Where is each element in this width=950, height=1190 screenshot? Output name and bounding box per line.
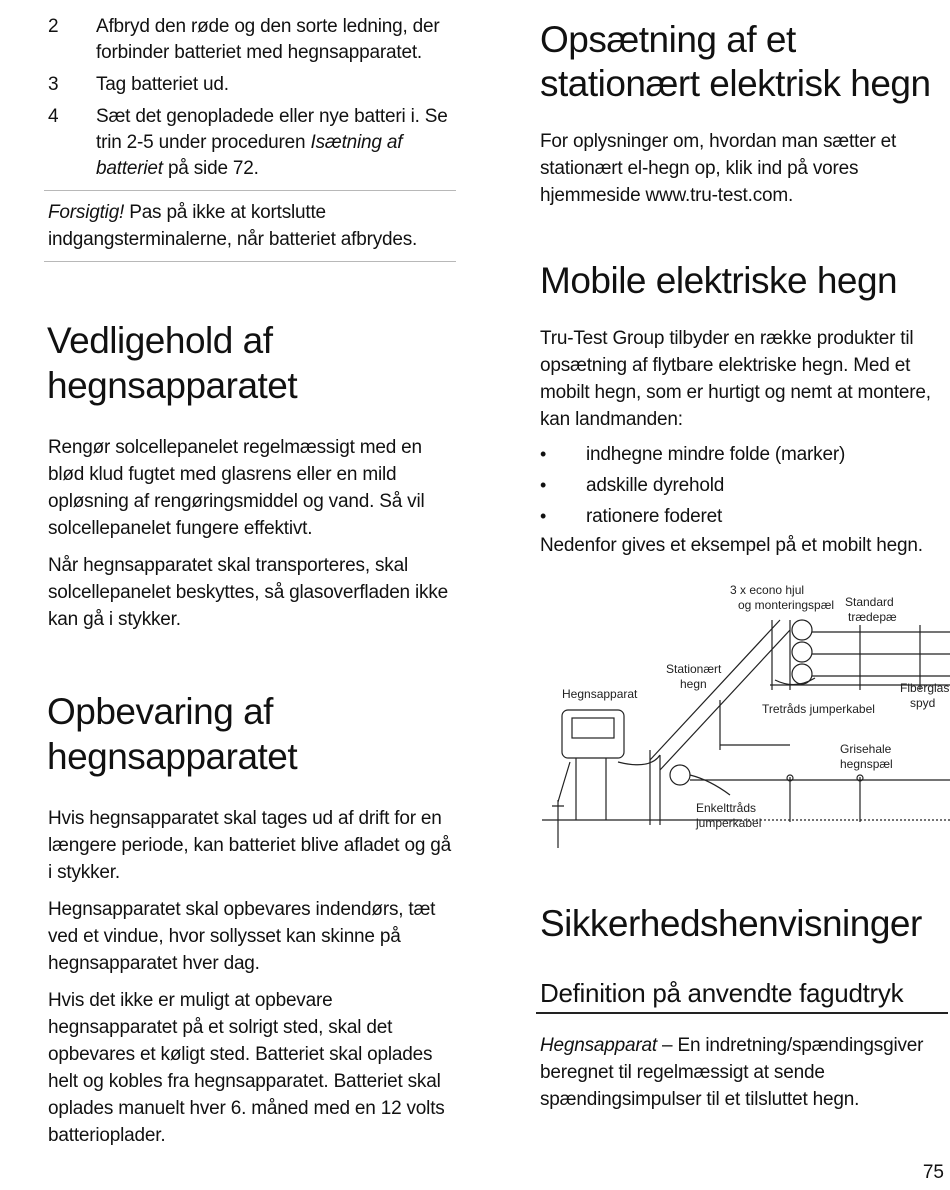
storage-heading: Opbevaring af hegnsapparatet <box>47 691 298 777</box>
procedure-reference: Isætning af batteriet <box>96 132 403 179</box>
maintenance-heading: Vedligehold af hegnsapparatet <box>47 320 298 406</box>
maintenance-paragraph-1: Rengør solcellepanelet regelmæssigt med en blød klud fugtet med glasrens eller en mild opløsning af rengøringsmiddel og vand. Så vil solcellepanelet fungere effektivt. <box>48 437 425 539</box>
bullet-icon: • <box>540 506 547 526</box>
energizer-label: Hegnsapparat <box>562 687 638 701</box>
single-jumper-label: Enkelttråds <box>696 801 757 815</box>
step-number: 2 <box>48 16 59 37</box>
safety-heading: Sikkerhedshenvisninger <box>540 903 922 944</box>
reels-label: og monteringspæl <box>738 598 835 612</box>
list-item <box>540 470 950 501</box>
three-wire-jumper-label: Tretråds jumperkabel <box>762 702 875 716</box>
list-item <box>540 439 950 470</box>
fiberglass-label: spyd <box>910 696 936 710</box>
energizer-panel <box>572 718 614 738</box>
list-item-text: indhegne mindre folde (marker) <box>586 444 846 465</box>
reel-icon <box>792 642 812 662</box>
page-number: 75 <box>922 1162 944 1183</box>
caution-bottom-divider <box>44 261 456 262</box>
pigtail-label: hegnspæl <box>840 757 893 771</box>
stationary-fence-wire <box>650 620 780 760</box>
single-jumper-cable <box>690 775 730 795</box>
list-item <box>540 501 950 532</box>
left-column <box>44 14 456 1149</box>
step-text-part: Sæt det genopladede eller nye batteri i. Se trin 2-5 under proceduren <box>96 106 448 153</box>
caution-note <box>44 191 456 261</box>
mobile-fence-diagram <box>540 580 950 850</box>
step-4 <box>44 104 456 182</box>
list-item-text: rationere foderet <box>586 506 723 527</box>
safety-section <box>540 902 950 1113</box>
bullet-icon: • <box>540 444 547 464</box>
mobile-fence-uses-list <box>540 439 950 532</box>
mobile-fence-paragraph: Tru-Test Group tilbyder en række produkter til opsætning af flytbare elektriske hegn. Med et mobilt hegn, som er hurtigt og nemt at montere, kan landmanden: <box>540 328 931 430</box>
step-3 <box>44 72 456 98</box>
mobile-fence-example-intro: Nedenfor gives et eksempel på et mobilt hegn. <box>540 535 923 556</box>
energizer-lead <box>558 762 570 802</box>
stationary-fence-post <box>720 620 772 750</box>
energizer-post <box>576 758 606 820</box>
stationary-fence-heading: Opsætning af et stationært elektrisk hegn <box>540 19 931 104</box>
reels-label: 3 x econo hjul <box>730 583 805 597</box>
stationary-fence-label: hegn <box>680 677 707 691</box>
pigtail-label: Grisehale <box>840 742 892 756</box>
step-number: 3 <box>48 74 59 95</box>
bullet-icon: • <box>540 475 547 495</box>
three-wire-fence <box>812 632 950 676</box>
stationary-fence-paragraph: For oplysninger om, hvordan man sætter et stationært el-hegn op, klik ind på vores hjemmeside www.tru-test.com. <box>540 131 897 206</box>
stationary-fence-post <box>650 750 660 825</box>
storage-paragraph-1: Hvis hegnsapparatet skal tages ud af drift for en længere periode, kan batteriet blive afladet og gå i stykker. <box>48 808 451 883</box>
standard-post-label: Standard <box>845 595 894 609</box>
step-text: Afbryd den røde og den sorte ledning, der forbinder batteriet med hegnsapparatet. <box>96 16 440 63</box>
definition-paragraph <box>540 1032 950 1113</box>
list-item-text: adskille dyrehold <box>586 475 725 496</box>
standard-post-label: trædepæ <box>848 610 897 624</box>
mobile-fence-heading: Mobile elektriske hegn <box>540 260 898 301</box>
step-number: 4 <box>48 106 59 127</box>
single-jumper-label: jumperkabel <box>696 816 762 830</box>
energizer-unit <box>562 710 624 758</box>
definition-text: – En indretning/spændingsgiver beregnet til regelmæssigt at sende spændingsimpulser til et tilsluttet hegn. <box>540 1035 924 1110</box>
stationary-fence-wire <box>660 630 790 770</box>
caution-label: Forsigtig! <box>48 202 125 223</box>
step-2 <box>44 14 456 66</box>
storage-paragraph-2: Hegnsapparatet skal opbevares indendørs, tæt ved et vindue, hvor sollysset kan skinne på hegnsapparatet hver dag. <box>48 899 436 974</box>
single-wire-reel <box>670 765 690 785</box>
reel-icon <box>792 620 812 640</box>
pigtail-post <box>790 777 860 822</box>
definitions-heading: Definition på anvendte fagudtryk <box>540 978 904 1008</box>
maintenance-paragraph-2: Når hegnsapparatet skal transporteres, skal solcellepanelet beskyttes, så glasoverfladen ikke kan gå i stykker. <box>48 555 448 630</box>
definition-term: Hegnsapparat <box>540 1035 657 1056</box>
step-text <box>96 104 456 182</box>
step-text-part: på side 72. <box>162 158 259 179</box>
stationary-fence-label: Stationært <box>666 662 722 676</box>
step-text: Tag batteriet ud. <box>96 74 229 95</box>
fiberglass-label: Fiberglas <box>900 681 950 695</box>
storage-paragraph-3: Hvis det ikke er muligt at opbevare hegnsapparatet på et solrigt sted, skal det opbevares et køligt sted. Batteriet skal oplades helt og kobles fra hegnsapparatet. Batteriet skal oplades manuelt hver 6. måned med en 12 volts batterioplader. <box>48 990 445 1146</box>
definitions-divider <box>536 1012 948 1014</box>
earth-stake <box>552 800 564 848</box>
caution-text: Pas på ikke at kortslutte indgangsterminalerne, når batteriet afbrydes. <box>48 202 418 250</box>
right-column <box>540 18 950 559</box>
